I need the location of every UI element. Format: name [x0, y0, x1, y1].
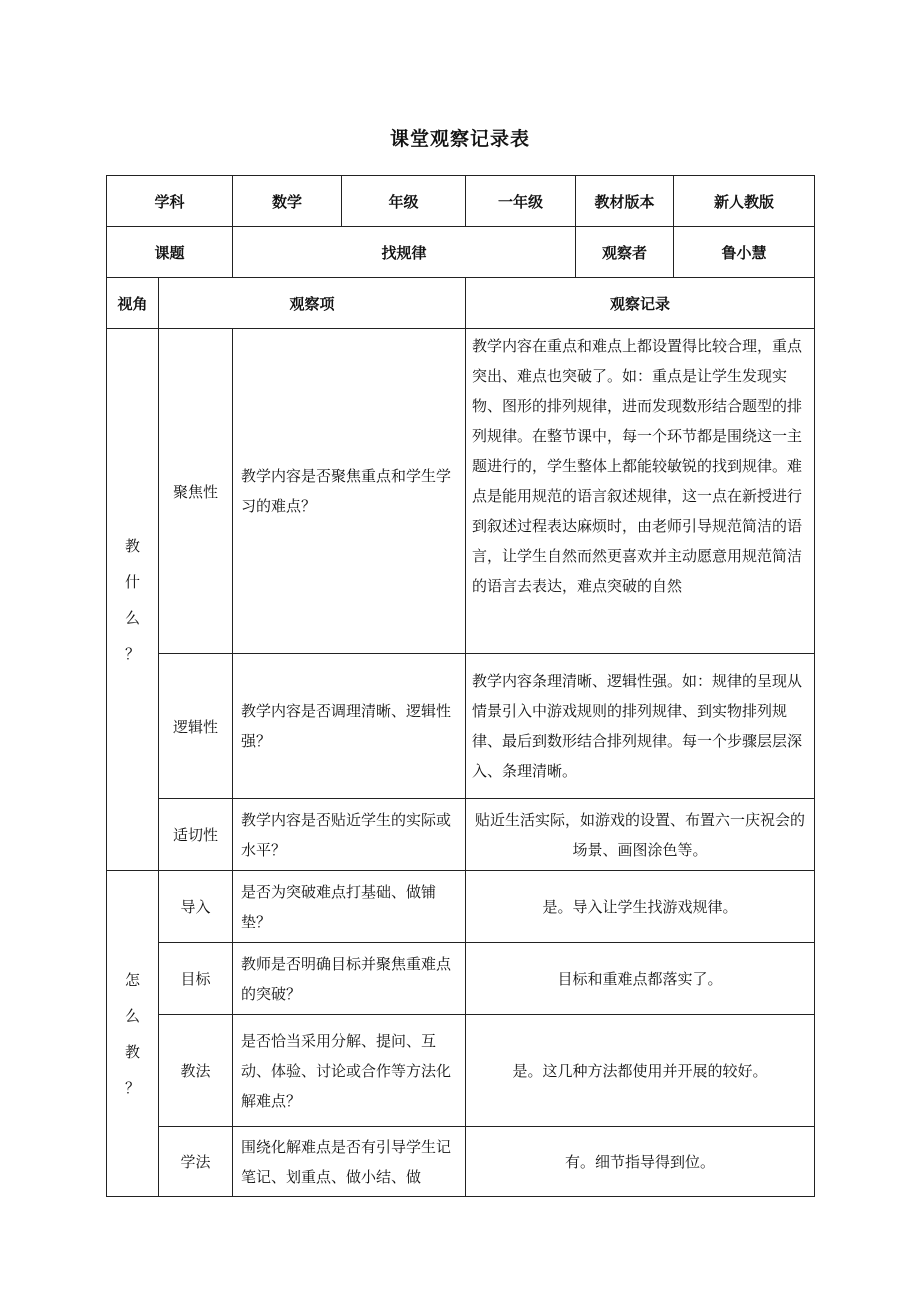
dimension-method: 教法 — [159, 1015, 233, 1127]
item-focus: 教学内容是否聚焦重点和学生学习的难点？ — [233, 329, 466, 654]
record-intro: 是。导入让学生找游戏规律。 — [466, 871, 815, 943]
observer-value: 鲁小慧 — [674, 227, 815, 278]
record-method: 是。这几种方法都使用并开展的较好。 — [466, 1015, 815, 1127]
section-how-label: 怎 么 教 ？ — [107, 871, 159, 1197]
info-row-2 — [107, 227, 815, 278]
dimension-goal: 目标 — [159, 943, 233, 1015]
perspective-header: 视角 — [107, 278, 159, 329]
info-row-1 — [107, 176, 815, 227]
grade-label: 年级 — [388, 192, 419, 211]
info-split-cell — [233, 176, 466, 227]
record-fit: 贴近生活实际，如游戏的设置、布置六一庆祝会的场景、画图涂色等。 — [466, 799, 815, 871]
dimension-intro: 导入 — [159, 871, 233, 943]
topic-value: 找规律 — [233, 227, 576, 278]
item-goal: 教师是否明确目标并聚焦重难点的突破？ — [233, 943, 466, 1015]
focus-row — [107, 329, 815, 654]
study-row — [107, 1127, 815, 1197]
record-logic: 教学内容条理清晰、逻辑性强。如：规律的呈现从情景引入中游戏规则的排列规律、到实物排列规律、最后到数形结合排列规律。每一个步骤层层深入、条理清晰。 — [466, 654, 815, 799]
textbook-label: 教材版本 — [576, 176, 674, 227]
column-header-row — [107, 278, 815, 329]
item-intro: 是否为突破难点打基础、做铺垫？ — [233, 871, 466, 943]
record-study: 有。细节指导得到位。 — [466, 1127, 815, 1197]
subject-label: 学科 — [107, 176, 233, 227]
item-logic: 教学内容是否调理清晰、逻辑性强？ — [233, 654, 466, 799]
logic-row — [107, 654, 815, 799]
dimension-focus: 聚焦性 — [159, 329, 233, 654]
textbook-value: 新人教版 — [674, 176, 815, 227]
topic-label: 课题 — [107, 227, 233, 278]
record-focus: 教学内容在重点和难点上都设置得比较合理，重点突出、难点也突破了。如：重点是让学生发现实物、图形的排列规律，进而发现数形结合题型的排列规律。在整节课中，每一个环节都是围绕这一主题进行的，学生整体上都能较敏锐的找到规律。难点是能用规范的语言叙述规律，这一点在新授进行到叙述过程表达麻烦时，由老师引导规范简洁的语言，让学生自然而然更喜欢并主动愿意用规范简洁的语言去表达，难点突破的自然 — [466, 329, 815, 654]
subject-value: 数学 — [233, 176, 342, 226]
page-title: 课堂观察记录表 — [389, 128, 530, 150]
item-study: 围绕化解难点是否有引导学生记笔记、划重点、做小结、做 — [233, 1127, 466, 1197]
fit-row — [107, 799, 815, 871]
grade-value: 一年级 — [466, 176, 576, 227]
record-goal: 目标和重难点都落实了。 — [466, 943, 815, 1015]
dimension-study: 学法 — [159, 1127, 233, 1197]
intro-row — [107, 871, 815, 943]
goal-row — [107, 943, 815, 1015]
record-header: 观察记录 — [466, 278, 815, 329]
observer-label: 观察者 — [576, 227, 674, 278]
item-fit: 教学内容是否贴近学生的实际或水平？ — [233, 799, 466, 871]
dimension-logic: 逻辑性 — [159, 654, 233, 799]
observation-table — [106, 175, 815, 1197]
item-header: 观察项 — [159, 278, 466, 329]
dimension-fit: 适切性 — [159, 799, 233, 871]
section-what-label: 教 什 么 ？ — [107, 329, 159, 871]
item-method: 是否恰当采用分解、提问、互动、体验、讨论或合作等方法化解难点？ — [233, 1015, 466, 1127]
method-row — [107, 1015, 815, 1127]
